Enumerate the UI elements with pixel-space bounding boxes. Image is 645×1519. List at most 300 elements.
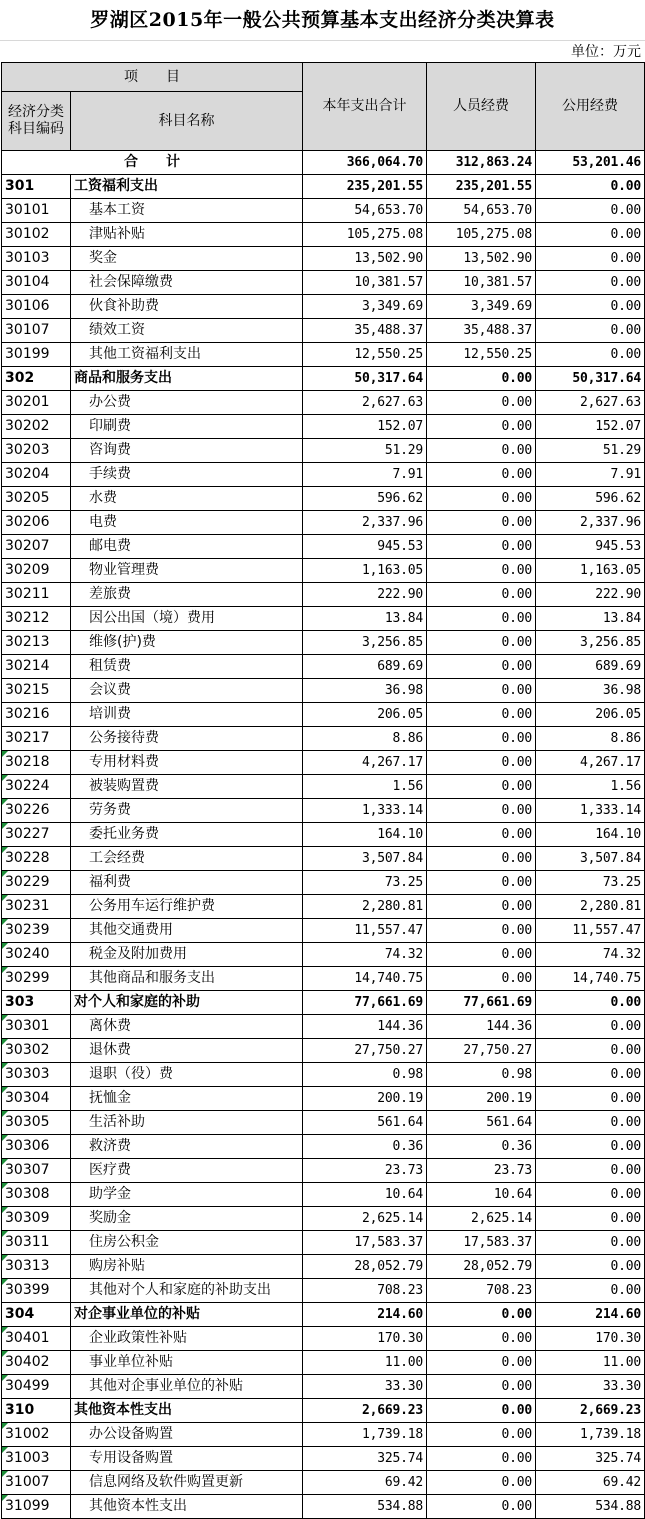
- category-row: [2, 367, 645, 391]
- row-total: 1,739.18: [303, 1423, 427, 1447]
- row-personnel: 0.00: [427, 727, 536, 751]
- row-code: 30206: [2, 511, 71, 535]
- row-name: 邮电费: [71, 535, 303, 559]
- row-total: 1,163.05: [303, 559, 427, 583]
- row-code: 30104: [2, 271, 71, 295]
- row-code: 30229: [2, 871, 71, 895]
- table-row: [2, 1495, 645, 1519]
- row-personnel: 0.00: [427, 895, 536, 919]
- row-personnel: 0.00: [427, 1375, 536, 1399]
- row-code: 30231: [2, 895, 71, 919]
- row-public: 164.10: [536, 823, 645, 847]
- row-name: 税金及附加费用: [71, 943, 303, 967]
- row-code: 30102: [2, 223, 71, 247]
- row-public: 2,627.63: [536, 391, 645, 415]
- row-public: 0.00: [536, 247, 645, 271]
- table-row: [2, 655, 645, 679]
- row-public: 4,267.17: [536, 751, 645, 775]
- row-total: 13.84: [303, 607, 427, 631]
- row-personnel: 0.00: [427, 1327, 536, 1351]
- table-row: [2, 247, 645, 271]
- row-code: 30303: [2, 1063, 71, 1087]
- row-name: 工会经费: [71, 847, 303, 871]
- row-public: 0.00: [536, 271, 645, 295]
- row-total: 152.07: [303, 415, 427, 439]
- row-public: 0.00: [536, 991, 645, 1015]
- row-name: 商品和服务支出: [71, 367, 303, 391]
- row-public: 0.00: [536, 1087, 645, 1111]
- row-name: 办公设备购置: [71, 1423, 303, 1447]
- row-name: 奖金: [71, 247, 303, 271]
- row-total: 164.10: [303, 823, 427, 847]
- row-code: 30202: [2, 415, 71, 439]
- row-name: 社会保障缴费: [71, 271, 303, 295]
- row-total: 708.23: [303, 1279, 427, 1303]
- row-total: 2,627.63: [303, 391, 427, 415]
- code-header-line-1: 经济分类: [8, 104, 64, 120]
- table-row: [2, 1207, 645, 1231]
- row-code: 30214: [2, 655, 71, 679]
- row-personnel: 0.00: [427, 823, 536, 847]
- table-row: [2, 703, 645, 727]
- row-personnel: 200.19: [427, 1087, 536, 1111]
- row-total: 214.60: [303, 1303, 427, 1327]
- table-row: [2, 343, 645, 367]
- row-name: 咨询费: [71, 439, 303, 463]
- row-code: 310: [2, 1399, 71, 1423]
- row-code: 30207: [2, 535, 71, 559]
- table-row: [2, 775, 645, 799]
- row-personnel: 0.00: [427, 967, 536, 991]
- row-total: 206.05: [303, 703, 427, 727]
- row-name: 基本工资: [71, 199, 303, 223]
- row-public: 596.62: [536, 487, 645, 511]
- budget-table: [1, 62, 645, 1519]
- row-code: 30240: [2, 943, 71, 967]
- row-public: 11,557.47: [536, 919, 645, 943]
- row-name: 水费: [71, 487, 303, 511]
- table-row: [2, 415, 645, 439]
- row-personnel: 0.00: [427, 919, 536, 943]
- row-code: 30212: [2, 607, 71, 631]
- row-code: 30101: [2, 199, 71, 223]
- row-personnel: 0.00: [427, 607, 536, 631]
- row-code: 30218: [2, 751, 71, 775]
- row-total: 105,275.08: [303, 223, 427, 247]
- row-total: 235,201.55: [303, 175, 427, 199]
- row-name: 劳务费: [71, 799, 303, 823]
- row-public: 0.00: [536, 1207, 645, 1231]
- row-code: 30306: [2, 1135, 71, 1159]
- row-public: 73.25: [536, 871, 645, 895]
- row-code: 30107: [2, 319, 71, 343]
- row-name: 对企事业单位的补贴: [71, 1303, 303, 1327]
- row-name: 其他对个人和家庭的补助支出: [71, 1279, 303, 1303]
- row-code: 30402: [2, 1351, 71, 1375]
- row-public: 534.88: [536, 1495, 645, 1519]
- row-personnel: 0.00: [427, 847, 536, 871]
- row-public: 8.86: [536, 727, 645, 751]
- table-row: [2, 463, 645, 487]
- row-total: 8.86: [303, 727, 427, 751]
- row-name: 因公出国（境）费用: [71, 607, 303, 631]
- row-personnel: 54,653.70: [427, 199, 536, 223]
- row-public: 214.60: [536, 1303, 645, 1327]
- row-name: 差旅费: [71, 583, 303, 607]
- row-code: 30227: [2, 823, 71, 847]
- name-header: 科目名称: [71, 92, 303, 151]
- table-row: [2, 1183, 645, 1207]
- row-name: 其他工资福利支出: [71, 343, 303, 367]
- table-row: [2, 559, 645, 583]
- row-name: 办公费: [71, 391, 303, 415]
- row-personnel: 0.98: [427, 1063, 536, 1087]
- row-code: 30217: [2, 727, 71, 751]
- row-total: 36.98: [303, 679, 427, 703]
- row-name: 物业管理费: [71, 559, 303, 583]
- row-code: 30308: [2, 1183, 71, 1207]
- row-code: 30299: [2, 967, 71, 991]
- row-code: 31099: [2, 1495, 71, 1519]
- table-row: [2, 319, 645, 343]
- table-row: [2, 295, 645, 319]
- row-name: 培训费: [71, 703, 303, 727]
- row-public: 0.00: [536, 1255, 645, 1279]
- row-total: 11.00: [303, 1351, 427, 1375]
- grand-total-row: [2, 151, 645, 175]
- row-total: 33.30: [303, 1375, 427, 1399]
- row-name: 退职（役）费: [71, 1063, 303, 1087]
- row-personnel: 0.00: [427, 583, 536, 607]
- table-row: [2, 895, 645, 919]
- row-total: 28,052.79: [303, 1255, 427, 1279]
- row-name: 维修(护)费: [71, 631, 303, 655]
- personnel-header: 人员经费: [427, 63, 536, 151]
- table-row: [2, 727, 645, 751]
- row-personnel: 35,488.37: [427, 319, 536, 343]
- table-row: [2, 1015, 645, 1039]
- row-name: 住房公积金: [71, 1231, 303, 1255]
- row-personnel: 0.00: [427, 1399, 536, 1423]
- table-row: [2, 1375, 645, 1399]
- row-name: 其他对企事业单位的补贴: [71, 1375, 303, 1399]
- row-personnel: 0.00: [427, 703, 536, 727]
- table-row: [2, 919, 645, 943]
- table-row: [2, 223, 645, 247]
- row-public: 170.30: [536, 1327, 645, 1351]
- row-public: 0.00: [536, 1111, 645, 1135]
- row-name: 退休费: [71, 1039, 303, 1063]
- row-total: 1,333.14: [303, 799, 427, 823]
- row-personnel: 0.00: [427, 1423, 536, 1447]
- row-code: 30228: [2, 847, 71, 871]
- row-name: 津贴补贴: [71, 223, 303, 247]
- row-personnel: 708.23: [427, 1279, 536, 1303]
- row-public: 74.32: [536, 943, 645, 967]
- row-total: 13,502.90: [303, 247, 427, 271]
- row-public: 0.00: [536, 1279, 645, 1303]
- row-code: 30401: [2, 1327, 71, 1351]
- row-personnel: 28,052.79: [427, 1255, 536, 1279]
- total-header: 本年支出合计: [303, 63, 427, 151]
- row-personnel: 0.00: [427, 943, 536, 967]
- grand-total-personnel: 312,863.24: [427, 151, 536, 175]
- row-personnel: 27,750.27: [427, 1039, 536, 1063]
- row-code: 30199: [2, 343, 71, 367]
- row-personnel: 0.00: [427, 679, 536, 703]
- table-row: [2, 1231, 645, 1255]
- row-personnel: 0.00: [427, 775, 536, 799]
- table-row: [2, 679, 645, 703]
- row-public: 2,337.96: [536, 511, 645, 535]
- table-row: [2, 1087, 645, 1111]
- row-total: 144.36: [303, 1015, 427, 1039]
- row-public: 0.00: [536, 223, 645, 247]
- row-total: 3,349.69: [303, 295, 427, 319]
- table-row: [2, 535, 645, 559]
- row-name: 福利费: [71, 871, 303, 895]
- category-row: [2, 175, 645, 199]
- row-public: 0.00: [536, 199, 645, 223]
- table-row: [2, 799, 645, 823]
- row-total: 73.25: [303, 871, 427, 895]
- table-row: [2, 1111, 645, 1135]
- row-code: 304: [2, 1303, 71, 1327]
- row-code: 30224: [2, 775, 71, 799]
- row-total: 54,653.70: [303, 199, 427, 223]
- row-name: 奖励金: [71, 1207, 303, 1231]
- row-code: 30309: [2, 1207, 71, 1231]
- row-name: 绩效工资: [71, 319, 303, 343]
- row-total: 10.64: [303, 1183, 427, 1207]
- row-total: 11,557.47: [303, 919, 427, 943]
- unit-label: 单位：万元: [0, 40, 645, 62]
- row-public: 0.00: [536, 1183, 645, 1207]
- item-header: 项 目: [2, 63, 303, 92]
- row-total: 23.73: [303, 1159, 427, 1183]
- code-header: [2, 92, 71, 151]
- table-row: [2, 1039, 645, 1063]
- row-total: 0.98: [303, 1063, 427, 1087]
- row-name: 其他资本性支出: [71, 1495, 303, 1519]
- table-title: 罗湖区2015年一般公共预算基本支出经济分类决算表: [90, 9, 555, 31]
- row-total: 689.69: [303, 655, 427, 679]
- row-personnel: 0.36: [427, 1135, 536, 1159]
- row-public: 1,739.18: [536, 1423, 645, 1447]
- row-public: 13.84: [536, 607, 645, 631]
- row-public: 0.00: [536, 319, 645, 343]
- row-code: 30311: [2, 1231, 71, 1255]
- grand-total-label: 合 计: [2, 151, 303, 175]
- row-name: 助学金: [71, 1183, 303, 1207]
- row-name: 会议费: [71, 679, 303, 703]
- row-name: 电费: [71, 511, 303, 535]
- row-public: 689.69: [536, 655, 645, 679]
- row-public: 1,163.05: [536, 559, 645, 583]
- category-row: [2, 1399, 645, 1423]
- row-code: 30209: [2, 559, 71, 583]
- table-row: [2, 511, 645, 535]
- row-code: 30313: [2, 1255, 71, 1279]
- row-name: 购房补贴: [71, 1255, 303, 1279]
- code-header-line-2: 科目编码: [8, 121, 64, 137]
- row-name: 其他交通费用: [71, 919, 303, 943]
- public-header: 公用经费: [536, 63, 645, 151]
- table-row: [2, 1159, 645, 1183]
- row-code: 30106: [2, 295, 71, 319]
- table-row: [2, 1447, 645, 1471]
- row-code: 30103: [2, 247, 71, 271]
- row-total: 2,337.96: [303, 511, 427, 535]
- table-row: [2, 199, 645, 223]
- row-name: 离休费: [71, 1015, 303, 1039]
- row-personnel: 0.00: [427, 1471, 536, 1495]
- row-public: 0.00: [536, 1159, 645, 1183]
- row-personnel: 17,583.37: [427, 1231, 536, 1255]
- grand-total-public: 53,201.46: [536, 151, 645, 175]
- row-code: 303: [2, 991, 71, 1015]
- row-total: 27,750.27: [303, 1039, 427, 1063]
- row-public: 3,256.85: [536, 631, 645, 655]
- header-row-1: [2, 63, 645, 92]
- row-public: 152.07: [536, 415, 645, 439]
- row-public: 11.00: [536, 1351, 645, 1375]
- row-personnel: 0.00: [427, 559, 536, 583]
- row-personnel: 0.00: [427, 487, 536, 511]
- table-row: [2, 1351, 645, 1375]
- table-row: [2, 607, 645, 631]
- row-total: 325.74: [303, 1447, 427, 1471]
- row-name: 其他资本性支出: [71, 1399, 303, 1423]
- row-public: 50,317.64: [536, 367, 645, 391]
- table-row: [2, 631, 645, 655]
- row-name: 工资福利支出: [71, 175, 303, 199]
- table-row: [2, 751, 645, 775]
- row-total: 200.19: [303, 1087, 427, 1111]
- row-name: 伙食补助费: [71, 295, 303, 319]
- row-code: 30499: [2, 1375, 71, 1399]
- row-name: 被装购置费: [71, 775, 303, 799]
- row-name: 事业单位补贴: [71, 1351, 303, 1375]
- row-code: 30239: [2, 919, 71, 943]
- category-row: [2, 1303, 645, 1327]
- row-personnel: 10,381.57: [427, 271, 536, 295]
- row-name: 印刷费: [71, 415, 303, 439]
- row-personnel: 235,201.55: [427, 175, 536, 199]
- row-code: 30201: [2, 391, 71, 415]
- row-name: 租赁费: [71, 655, 303, 679]
- table-row: [2, 487, 645, 511]
- row-total: 3,256.85: [303, 631, 427, 655]
- row-public: 36.98: [536, 679, 645, 703]
- table-row: [2, 391, 645, 415]
- row-code: 30302: [2, 1039, 71, 1063]
- table-row: [2, 823, 645, 847]
- table-row: [2, 271, 645, 295]
- row-total: 2,625.14: [303, 1207, 427, 1231]
- row-total: 50,317.64: [303, 367, 427, 391]
- table-row: [2, 1423, 645, 1447]
- row-total: 7.91: [303, 463, 427, 487]
- row-personnel: 144.36: [427, 1015, 536, 1039]
- row-name: 抚恤金: [71, 1087, 303, 1111]
- row-code: 30216: [2, 703, 71, 727]
- row-total: 14,740.75: [303, 967, 427, 991]
- category-row: [2, 991, 645, 1015]
- row-personnel: 105,275.08: [427, 223, 536, 247]
- table-row: [2, 439, 645, 463]
- row-total: 51.29: [303, 439, 427, 463]
- row-public: 0.00: [536, 1063, 645, 1087]
- row-total: 1.56: [303, 775, 427, 799]
- row-personnel: 0.00: [427, 463, 536, 487]
- row-public: 69.42: [536, 1471, 645, 1495]
- row-total: 561.64: [303, 1111, 427, 1135]
- row-public: 0.00: [536, 1135, 645, 1159]
- table-row: [2, 1255, 645, 1279]
- row-public: 325.74: [536, 1447, 645, 1471]
- row-public: 3,507.84: [536, 847, 645, 871]
- row-total: 69.42: [303, 1471, 427, 1495]
- row-name: 公务用车运行维护费: [71, 895, 303, 919]
- row-total: 222.90: [303, 583, 427, 607]
- row-personnel: 0.00: [427, 439, 536, 463]
- row-code: 302: [2, 367, 71, 391]
- row-name: 专用材料费: [71, 751, 303, 775]
- row-total: 534.88: [303, 1495, 427, 1519]
- row-public: 14,740.75: [536, 967, 645, 991]
- row-code: 30304: [2, 1087, 71, 1111]
- row-total: 3,507.84: [303, 847, 427, 871]
- row-code: 30203: [2, 439, 71, 463]
- table-row: [2, 1279, 645, 1303]
- row-code: 30226: [2, 799, 71, 823]
- row-public: 206.05: [536, 703, 645, 727]
- table-row: [2, 1327, 645, 1351]
- table-row: [2, 1135, 645, 1159]
- row-public: 1,333.14: [536, 799, 645, 823]
- row-public: 0.00: [536, 1039, 645, 1063]
- grand-total-total: 366,064.70: [303, 151, 427, 175]
- row-personnel: 23.73: [427, 1159, 536, 1183]
- row-code: 30215: [2, 679, 71, 703]
- row-personnel: 13,502.90: [427, 247, 536, 271]
- row-name: 生活补助: [71, 1111, 303, 1135]
- row-public: 1.56: [536, 775, 645, 799]
- row-personnel: 0.00: [427, 655, 536, 679]
- row-personnel: 12,550.25: [427, 343, 536, 367]
- row-code: 30205: [2, 487, 71, 511]
- table-row: [2, 871, 645, 895]
- row-total: 2,280.81: [303, 895, 427, 919]
- row-personnel: 0.00: [427, 799, 536, 823]
- row-code: 30399: [2, 1279, 71, 1303]
- row-name: 其他商品和服务支出: [71, 967, 303, 991]
- row-code: 31002: [2, 1423, 71, 1447]
- row-name: 对个人和家庭的补助: [71, 991, 303, 1015]
- row-personnel: 10.64: [427, 1183, 536, 1207]
- row-public: 0.00: [536, 1231, 645, 1255]
- row-personnel: 0.00: [427, 391, 536, 415]
- row-code: 30211: [2, 583, 71, 607]
- row-public: 7.91: [536, 463, 645, 487]
- row-public: 2,280.81: [536, 895, 645, 919]
- table-row: [2, 1063, 645, 1087]
- row-total: 596.62: [303, 487, 427, 511]
- row-name: 手续费: [71, 463, 303, 487]
- row-public: 945.53: [536, 535, 645, 559]
- table-row: [2, 967, 645, 991]
